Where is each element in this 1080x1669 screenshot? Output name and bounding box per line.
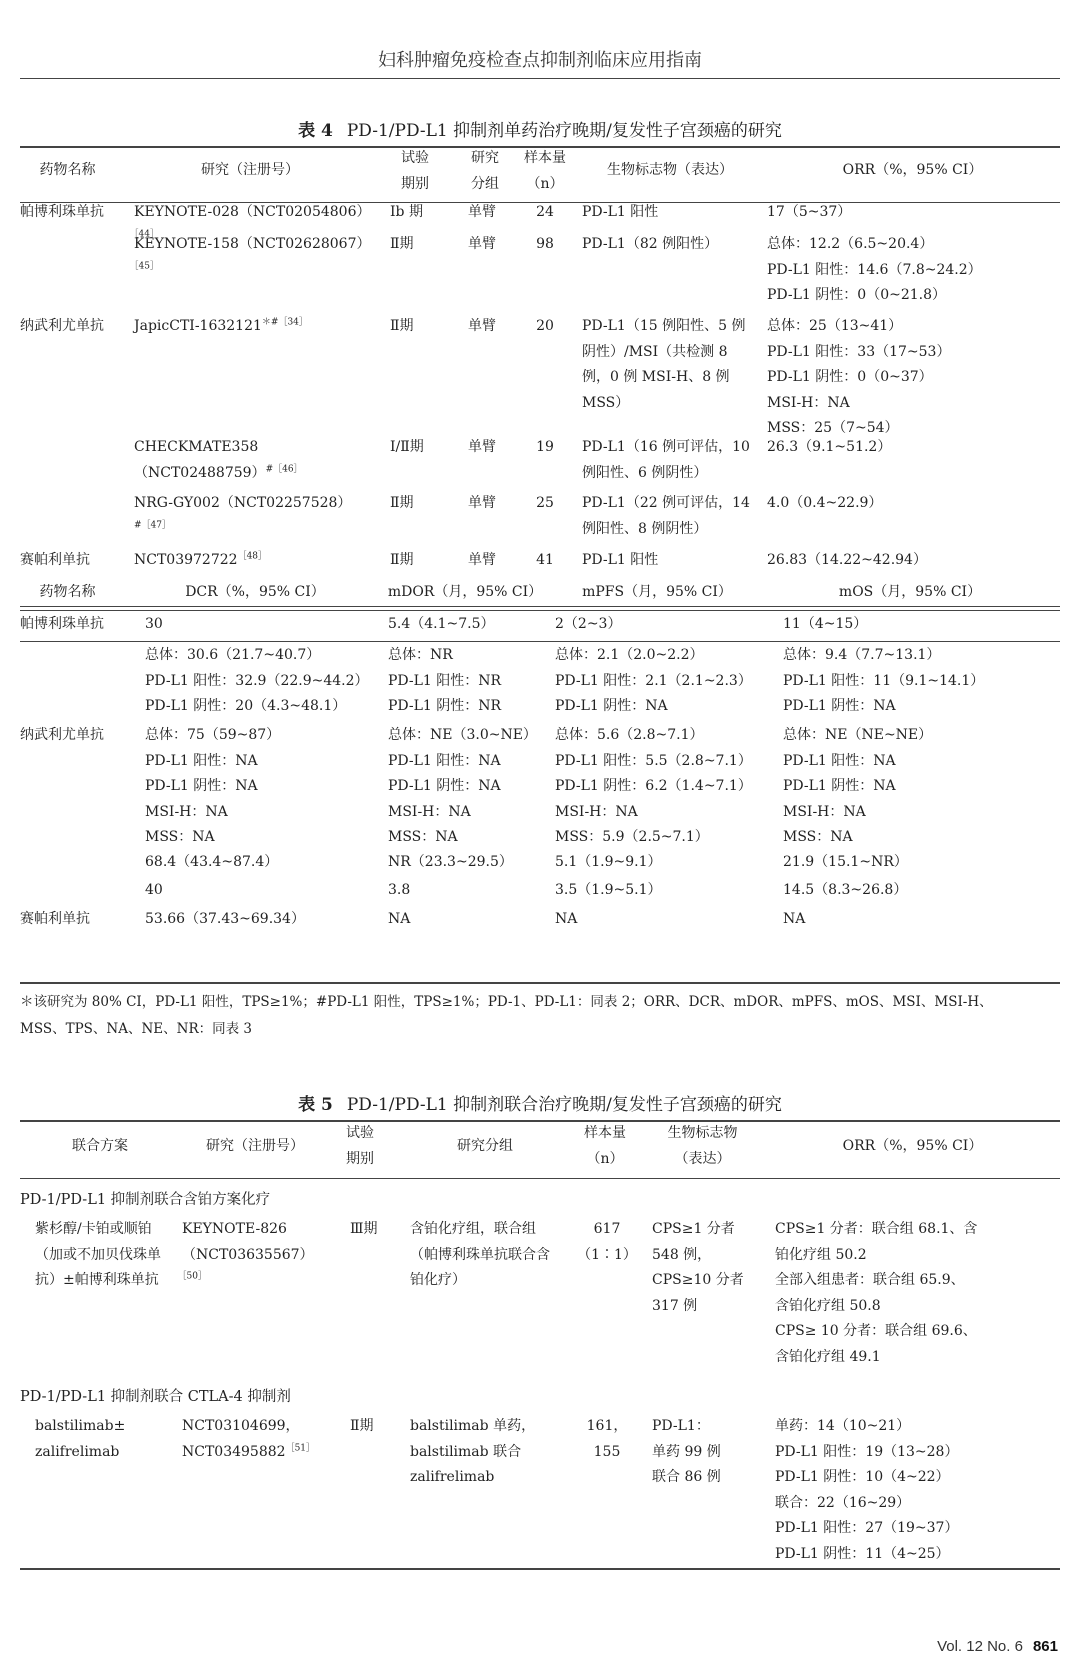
table4-row5-study-text: NRG-GY002（NCT02257528） [134, 495, 352, 511]
table4-row3-orr-text: 总体：25（13~41） PD-L1 阳性：33（17~53） PD-L1 阴性：0（0~37） MSI-H：NA MSS：25（7~54） [767, 318, 951, 436]
table5-caption [0, 1090, 1080, 1115]
table4-row5-biomarker-text: PD-L1（22 例可评估，14 例阳性、8 例阴性） [582, 495, 750, 537]
table4-row2-6-drug [20, 907, 130, 933]
table4-row6-study-text: NCT03972722 [134, 552, 238, 568]
table5-col-phase-text: 试验 期别 [346, 1125, 374, 1167]
table4-row4-group-text: 单臂 [468, 439, 496, 455]
table4-row6-n [515, 548, 575, 574]
table4-row3-phase-text: Ⅱ期 [390, 318, 414, 334]
table5-row2-phase-text: Ⅱ期 [350, 1418, 374, 1434]
table4-row1-biomarker-text: PD-L1 阳性 [582, 204, 659, 220]
table5-row2-group [410, 1414, 570, 1491]
table4-row2-3-mdor-text: 总体：NE（3.0~NE） PD-L1 阳性：NA PD-L1 阴性：NA MSI-H：NA MSS：NA [388, 727, 537, 845]
table4-row1-group-text: 单臂 [468, 204, 496, 220]
table4-row5-study [134, 491, 384, 542]
table4-col-biomarker [575, 157, 765, 183]
table4-row5-phase [390, 491, 450, 517]
table4-row5-biomarker [582, 491, 762, 542]
table4-row6-drug [20, 548, 130, 574]
table4-row1-drug [20, 200, 130, 226]
table4-col-n [515, 145, 575, 197]
table5-row2-orr-text: 单药：14（10~21） PD-L1 阳性：19（13~28） PD-L1 阴性：10（4~22） 联合：22（16~29） PD-L1 阳性：27（19~37） PD-L1 阴性：11（4~25） [775, 1418, 959, 1562]
table4-row2-1-dcr [145, 612, 380, 638]
table4-caption [0, 116, 1080, 141]
table5-col-regimen-text: 联合方案 [72, 1138, 128, 1154]
table4-row6-biomarker-text: PD-L1 阳性 [582, 552, 659, 568]
footnote-line-1 [20, 989, 1060, 1043]
table5-title: PD-1/PD-L1 抑制剂联合治疗晚期/复发性子宫颈癌的研究 [346, 1095, 782, 1115]
table4-col2-mpfs [552, 580, 762, 606]
table4-row6-biomarker [582, 548, 762, 574]
table4-col-n-text: 样本量 （n） [524, 150, 566, 192]
table5-col-orr-text: ORR（%，95% CI） [842, 1138, 983, 1154]
footnote-text: ＊该研究为 80% CI，PD-L1 阳性，TPS≥1%；#PD-L1 阳性，TPS≥1%；PD-1、PD-L1：同表 2；ORR、DCR、mDOR、mPFS、mOS、MSI、MSI-H、 MSS、TPS、NA、NE、NR：同表 3 [20, 994, 993, 1037]
table4-row4-phase [390, 435, 450, 461]
table4-row1-phase-text: Ⅰb 期 [390, 204, 423, 220]
table4-row6-group [468, 548, 518, 574]
folio-volume: Vol. 12 No. 6 [937, 1638, 1023, 1655]
table4-row2-6-mpfs [555, 907, 775, 933]
table4-row3-study-ref: ＊#［34］ [261, 317, 308, 328]
table5-row1-regimen-text: 紫杉醇/卡铂或顺铂 （加或不加贝伐珠单 抗）±帕博利珠单抗 [35, 1221, 161, 1288]
table5-row2-phase [350, 1414, 400, 1440]
table4-row3-drug-text: 纳武利尤单抗 [20, 318, 104, 334]
table4-row4-biomarker [582, 435, 762, 486]
table4-row6-n-text: 41 [536, 552, 554, 568]
table5-row2-n-text: 161， 155 [586, 1418, 628, 1460]
table4-col-phase-text: 试验 期别 [401, 150, 429, 192]
table4-row2-4-mpfs-text: 5.1（1.9~9.1） [555, 854, 662, 870]
table4-row2-3-dcr-text: 总体：75（59~87） PD-L1 阳性：NA PD-L1 阴性：NA MSI-H：NA MSS：NA [145, 727, 281, 845]
table4-row3-study [134, 314, 384, 340]
table4-col-drug-text: 药物名称 [39, 162, 96, 178]
table4-label: 表 4 [298, 121, 333, 141]
table4-row2-6-mos [783, 907, 1043, 933]
table4-row2-2-mpfs-text: 总体：2.1（2.0~2.2） PD-L1 阳性：2.1（2.1~2.3） PD-L1 阴性：NA [555, 647, 752, 714]
table4-row2-group [468, 232, 518, 258]
table4-row3-n [515, 314, 575, 340]
table4-row2-1-mdor-text: 5.4（4.1~7.5） [388, 616, 495, 632]
table4-row2-1-mos-text: 11（4~15） [783, 616, 868, 632]
table5-col-group [410, 1133, 560, 1159]
table4-row2-6-mpfs-text: NA [555, 911, 578, 927]
table4-col2-drug-text: 药物名称 [39, 584, 96, 600]
table5-col-regimen [20, 1133, 180, 1159]
table4-row2-1-mos [783, 612, 1043, 638]
table4-row4-study-ref: #［46］ [265, 463, 303, 474]
table5-col-study-text: 研究（注册号） [206, 1138, 304, 1154]
table4-row5-n [515, 491, 575, 517]
table4-row2-6-dcr [145, 907, 380, 933]
table5-col-n [570, 1120, 640, 1172]
table4-row2-6-mos-text: NA [783, 911, 806, 927]
table4-row2-2-mdor-text: 总体：NR PD-L1 阳性：NR PD-L1 阴性：NR [388, 647, 502, 714]
table4-row2-1-mpfs-text: 2（2~3） [555, 616, 622, 632]
table4-row5-n-text: 25 [536, 495, 554, 511]
table5-row2-biomarker [652, 1414, 762, 1491]
table5-row1-group [410, 1217, 570, 1294]
table5-col-orr [765, 1133, 1060, 1159]
table4-row2-6-mdor [388, 907, 548, 933]
table4-row3-biomarker-text: PD-L1（15 例阳性、5 例 阴性）/MSI（共检测 8 例，0 例 MSI-H、8 例 MSS） [582, 318, 746, 411]
table4-col-phase [385, 145, 445, 197]
table4-row3-group-text: 单臂 [468, 318, 496, 334]
table4-row3-orr [767, 314, 1057, 442]
table4-row6-study [134, 548, 384, 574]
table4-row2-orr [767, 232, 1057, 309]
table4-row1-group [468, 200, 518, 226]
table5-col-biomarker-text: 生物标志物 （表达） [667, 1125, 738, 1167]
table4-col-orr [765, 157, 1060, 183]
table4-row6-group-text: 单臂 [468, 552, 496, 568]
table4-title: PD-1/PD-L1 抑制剂单药治疗晚期/复发性子宫颈癌的研究 [346, 121, 782, 141]
table4-row2-biomarker [582, 232, 762, 258]
table4-col2-mpfs-text: mPFS（月，95% CI） [582, 584, 732, 600]
table4-row2-3-mdor [388, 723, 548, 851]
table4-col-study-text: 研究（注册号） [201, 162, 299, 178]
table4-row2-5-mpfs-text: 3.5（1.9~5.1） [555, 882, 662, 898]
table4-row4-phase-text: Ⅰ/Ⅱ期 [390, 439, 424, 455]
table5-row1-orr-text: CPS≥1 分者：联合组 68.1、含 铂化疗组 50.2 全部入组患者：联合组 65.9、 含铂化疗组 50.8 CPS≥ 10 分者：联合组 69.6、 含铂化疗组 49.1 [775, 1221, 978, 1365]
table4-col2-mdor [385, 580, 545, 606]
folio-page: 861 [1032, 1638, 1058, 1655]
table4-row1-orr [767, 200, 1057, 226]
table4-row4-biomarker-text: PD-L1（16 例可评估，10 例阳性、6 例阴性） [582, 439, 750, 481]
table4-row2-6-drug-text: 赛帕利单抗 [20, 911, 90, 927]
table4-footnote [20, 989, 1060, 1043]
table4-col-biomarker-text: 生物标志物（表达） [607, 162, 733, 178]
table4-header2-rule [20, 641, 1060, 642]
table4-row2-n-text: 98 [536, 236, 554, 252]
table4-row2-2-mdor [388, 643, 548, 720]
table4-mid-rule-b [20, 610, 1060, 611]
table5-row1-study [182, 1217, 332, 1294]
table4-row2-1-drug [20, 612, 130, 638]
table5-label: 表 5 [298, 1095, 333, 1115]
table4-row6-orr [767, 548, 1057, 574]
table4-row2-3-mos-text: 总体：NE（NE~NE） PD-L1 阳性：NA PD-L1 阴性：NA MSI-H：NA MSS：NA [783, 727, 933, 845]
table4-row5-group-text: 单臂 [468, 495, 496, 511]
table4-col-orr-text: ORR（%，95% CI） [842, 162, 983, 178]
table4-row2-5-mdor [388, 878, 548, 904]
table4-row3-drug [20, 314, 130, 340]
table4-row1-biomarker [582, 200, 762, 226]
table4-row2-5-dcr [145, 878, 380, 904]
table5-row1-orr [775, 1217, 1060, 1370]
table4-bottom-rule [20, 982, 1060, 984]
table4-row2-4-mdor-text: NR（23.3~29.5） [388, 854, 513, 870]
table4-row2-4-mdor [388, 850, 548, 876]
table4-row2-1-drug-text: 帕博利珠单抗 [20, 616, 104, 632]
table5-row2-regimen [35, 1414, 180, 1465]
table4-row2-5-mos [783, 878, 1043, 904]
header-rule [20, 78, 1060, 79]
table4-row4-study-text: CHECKMATE358 （NCT02488759） [134, 439, 266, 481]
table4-row2-group-text: 单臂 [468, 236, 496, 252]
table4-row2-5-mos-text: 14.5（8.3~26.8） [783, 882, 908, 898]
table4-row3-n-text: 20 [536, 318, 554, 334]
table4-row5-study-ref: #［47］ [134, 519, 171, 530]
table4-row2-3-mpfs-text: 总体：5.6（2.8~7.1） PD-L1 阳性：5.5（2.8~7.1） PD-L1 阴性：6.2（1.4~7.1） MSI-H：NA MSS：5.9（2.5~7.1） [555, 727, 752, 845]
table4-col2-dcr [145, 580, 365, 606]
table5-col-phase [330, 1120, 390, 1172]
table4-row2-4-dcr-text: 68.4（43.4~87.4） [145, 854, 279, 870]
table4-row2-study-text: KEYNOTE-158（NCT02628067） [134, 236, 371, 252]
table4-col2-mos-text: mOS（月，95% CI） [838, 584, 982, 600]
table4-row2-5-mpfs [555, 878, 775, 904]
table4-row2-1-dcr-text: 30 [145, 616, 163, 632]
table4-row2-phase-text: Ⅱ期 [390, 236, 414, 252]
table4-row2-4-dcr [145, 850, 380, 876]
table4-row1-study-text: KEYNOTE-028（NCT02054806） [134, 204, 371, 220]
table4-row2-3-dcr [145, 723, 380, 851]
table5-col-n-text: 样本量 （n） [584, 1125, 626, 1167]
table4-row2-n [515, 232, 575, 258]
table4-row4-orr-text: 26.3（9.1~51.2） [767, 439, 892, 455]
table4-row2-3-mpfs [555, 723, 775, 851]
table4-row2-3-drug-text: 纳武利尤单抗 [20, 727, 104, 743]
table4-row2-1-mpfs [555, 612, 775, 638]
table5-row2-orr [775, 1414, 1060, 1567]
table4-row2-orr-text: 总体：12.2（6.5~20.4） PD-L1 阳性：14.6（7.8~24.2） PD-L1 阴性：0（0~21.8） [767, 236, 982, 303]
table4-row6-orr-text: 26.83（14.22~42.94） [767, 552, 927, 568]
table4-row3-phase [390, 314, 450, 340]
table4-row2-3-drug [20, 723, 130, 749]
table4-col-group-text: 研究 分组 [471, 150, 499, 192]
page-folio [937, 1638, 1058, 1655]
table4-row2-2-mpfs [555, 643, 775, 720]
table4-mid-rule-a [20, 606, 1060, 607]
table4-row2-3-mos [783, 723, 1043, 851]
table4-row4-n-text: 19 [536, 439, 554, 455]
table4-row4-study [134, 435, 384, 486]
table4-row5-phase-text: Ⅱ期 [390, 495, 414, 511]
table4-col2-mos [780, 580, 1040, 606]
table5-row1-phase-text: Ⅲ期 [350, 1221, 378, 1237]
table5-row2-biomarker-text: PD-L1： 单药 99 例 联合 86 例 [652, 1418, 721, 1485]
table4-col-drug [20, 157, 115, 183]
table5-col-group-text: 研究分组 [457, 1138, 513, 1154]
table4-row2-study-ref: ［45］ [134, 260, 159, 271]
table4-col-group [455, 145, 515, 197]
table5-row2-study-ref: ［51］ [285, 1442, 316, 1453]
table4-row2-5-dcr-text: 40 [145, 882, 163, 898]
table4-row2-study [134, 232, 384, 283]
table4-row5-orr-text: 4.0（0.4~22.9） [767, 495, 883, 511]
table5-row2-n [572, 1414, 642, 1465]
table4-row2-biomarker-text: PD-L1（82 例阳性） [582, 236, 719, 252]
table4-row2-6-dcr-text: 53.66（37.43~69.34） [145, 911, 305, 927]
table5-row1-group-text: 含铂化疗组，联合组 （帕博利珠单抗联合含 铂化疗） [410, 1221, 550, 1288]
table4-row2-4-mpfs [555, 850, 775, 876]
table5-col-biomarker [645, 1120, 760, 1172]
table4-row1-orr-text: 17（5~37） [767, 204, 852, 220]
table4-row2-5-mdor-text: 3.8 [388, 882, 411, 898]
table4-col2-mdor-text: mDOR（月，95% CI） [387, 584, 543, 600]
table4-row3-biomarker [582, 314, 762, 416]
table5-row1-study-text: KEYNOTE-826 （NCT03635567） [182, 1221, 314, 1263]
table4-row1-study-ref: ［44］ [134, 228, 159, 239]
table4-col2-drug [20, 580, 115, 606]
table4-row2-4-mos-text: 21.9（15.1~NR） [783, 854, 908, 870]
table5-header-rule [20, 1178, 1060, 1179]
table4-row4-orr [767, 435, 1057, 461]
table5-row1-n-text: 617 （1∶1） [577, 1221, 637, 1263]
table4-row2-1-mdor [388, 612, 548, 638]
table5-row1-biomarker [652, 1217, 762, 1319]
table5-row1-n [572, 1217, 642, 1268]
table4-row2-6-mdor-text: NA [388, 911, 411, 927]
table4-row4-n [515, 435, 575, 461]
table5-section-platinum: PD-1/PD-L1 抑制剂联合含铂方案化疗 [20, 1192, 271, 1208]
table4-row2-2-mos-text: 总体：9.4（7.7~13.1） PD-L1 阳性：11（9.1~14.1） PD-L1 阴性：NA [783, 647, 985, 714]
table4-row6-study-ref: ［48］ [237, 551, 268, 562]
table5-row2-regimen-text: balstilimab± zalifrelimab [35, 1418, 126, 1460]
table4-row1-n-text: 24 [536, 204, 554, 220]
table4-row1-phase [390, 200, 450, 226]
table5-row1-biomarker-text: CPS≥1 分者 548 例， CPS≥10 分者 317 例 [652, 1221, 744, 1314]
table4-col2-dcr-text: DCR（%，95% CI） [185, 584, 325, 600]
table4-row4-group [468, 435, 518, 461]
table4-col-study [120, 157, 380, 183]
table5-row1-study-ref: ［50］ [182, 1271, 207, 1282]
table4-row1-drug-text: 帕博利珠单抗 [20, 204, 104, 220]
table5-row2-group-text: balstilimab 单药， balstilimab 联合 zalifrelimab [410, 1418, 536, 1485]
table5-bottom-rule [20, 1568, 1060, 1570]
table5-top-rule [20, 1120, 1060, 1122]
table4-row3-group [468, 314, 518, 340]
table4-row2-phase [390, 232, 450, 258]
table5-col-study [180, 1133, 330, 1159]
table5-row1-phase [350, 1217, 400, 1243]
table4-row1-n [515, 200, 575, 226]
running-title: 妇科肿瘤免疫检查点抑制剂临床应用指南 [378, 50, 702, 71]
table4-row6-drug-text: 赛帕利单抗 [20, 552, 90, 568]
table4-row2-2-dcr-text: 总体：30.6（21.7~40.7） PD-L1 阳性：32.9（22.9~44.2） PD-L1 阴性：20（4.3~48.1） [145, 647, 369, 714]
table4-row6-phase [390, 548, 450, 574]
table5-row1-regimen [35, 1217, 180, 1294]
table4-row3-study-text: JapicCTI-1632121 [134, 318, 262, 334]
table4-row2-2-dcr [145, 643, 380, 720]
table4-row5-group [468, 491, 518, 517]
table4-row2-4-mos [783, 850, 1043, 876]
table5-section-ctla4: PD-1/PD-L1 抑制剂联合 CTLA-4 抑制剂 [20, 1389, 291, 1405]
table5-row2-study-text: NCT03104699， NCT03495882 [182, 1418, 300, 1460]
table4-row6-phase-text: Ⅱ期 [390, 552, 414, 568]
table4-row2-2-mos [783, 643, 1043, 720]
table5-row2-study [182, 1414, 332, 1465]
table4-row5-orr [767, 491, 1057, 517]
